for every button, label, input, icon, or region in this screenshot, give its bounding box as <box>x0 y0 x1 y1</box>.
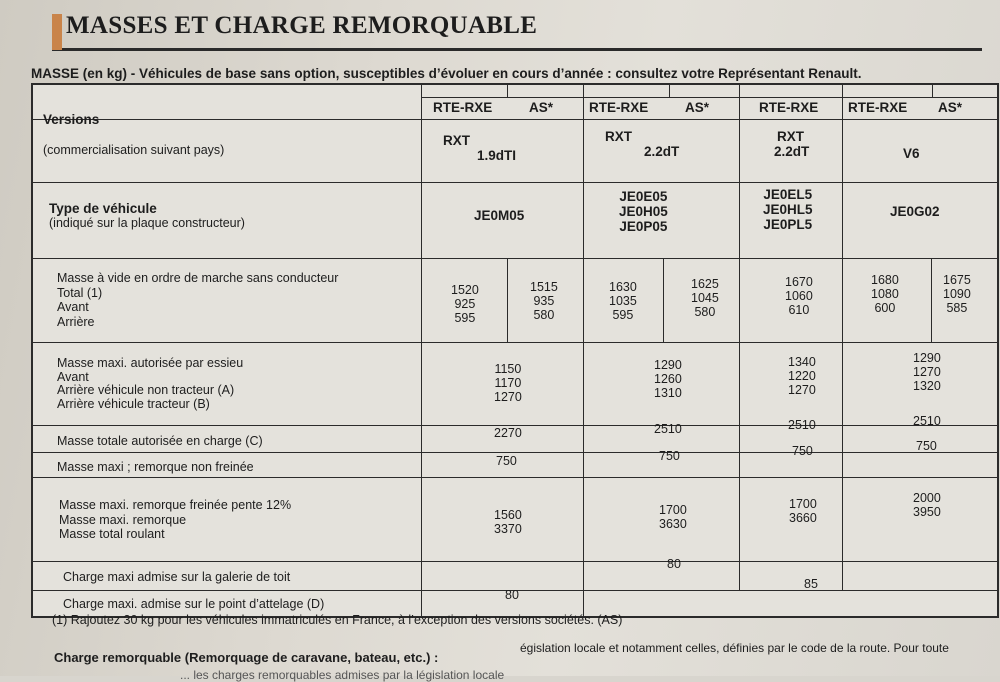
value-cell: 1675 1090 585 <box>943 273 971 315</box>
value-cell: 85 <box>804 577 818 591</box>
engine-type: 2.2dT <box>774 144 810 159</box>
col-header: RTE-RXE <box>433 100 493 115</box>
rule <box>421 97 999 98</box>
value-cell: 2000 3950 <box>913 491 941 519</box>
engine-type: 1.9dTI <box>477 148 517 163</box>
engine-name: RXT <box>605 129 632 144</box>
rule <box>663 258 664 342</box>
rule <box>33 258 999 259</box>
rule <box>669 85 670 97</box>
charge-heading: Charge remorquable (Remorquage de caravane, bateau, etc.) : <box>54 650 439 665</box>
type-code: JE0E05 JE0H05 JE0P05 <box>619 189 668 234</box>
type-label: Type de véhicule <box>49 201 157 216</box>
row-label-masse-vide: Masse à vide en ordre de marche sans conducteur Total (1) Avant Arrière <box>57 271 339 329</box>
value-cell: 1625 1045 580 <box>691 277 719 319</box>
value-cell: 80 <box>667 557 681 571</box>
rule <box>33 452 999 453</box>
section-marker <box>52 14 62 50</box>
value-cell: 1340 1220 1270 <box>788 355 816 397</box>
row-label-masse-essieu: Masse maxi. autorisée par essieu Avant Arrière véhicule non tracteur (A) Arrière véhicule tracteur (B) <box>57 356 244 411</box>
col-header: RTE-RXE <box>589 100 649 115</box>
row-label-attelage: Charge maxi. admise sur le point d’attelage (D) <box>63 597 325 611</box>
rule <box>33 119 999 120</box>
value-cell: 1150 1170 1270 <box>494 362 522 404</box>
col-header: AS* <box>938 100 963 115</box>
value-cell: 2270 <box>494 426 522 440</box>
masses-table <box>31 83 999 618</box>
value-cell: 750 <box>659 449 680 463</box>
value-cell: 1700 3660 <box>789 497 817 525</box>
value-cell: 80 <box>505 588 519 602</box>
engine-type: 2.2dT <box>644 144 680 159</box>
charge-text-cut: ... les charges remorquables admises par la législation locale <box>180 668 505 682</box>
type-code: JE0M05 <box>474 208 525 223</box>
value-cell: 750 <box>496 454 517 468</box>
rule <box>583 85 584 618</box>
type-code: JE0G02 <box>890 204 940 219</box>
page-title: MASSES ET CHARGE REMORQUABLE <box>66 12 538 39</box>
value-cell: 1670 1060 610 <box>785 275 813 317</box>
row-label-masse-totale: Masse totale autorisée en charge (C) <box>57 434 263 448</box>
rule <box>33 561 999 562</box>
rule <box>507 85 508 97</box>
rule <box>739 85 740 590</box>
rule <box>931 258 932 342</box>
charge-text: égislation locale et notamment celles, définies par le code de la route. Pour toute <box>520 641 949 655</box>
footnote: (1) Rajoutez 30 kg pour les véhicules immatriculés en France, à l’exception des versions sociétés. (AS) <box>52 613 623 627</box>
row-label-remorque-non-freinee: Masse maxi ; remorque non freinée <box>57 460 254 474</box>
value-cell: 1560 3370 <box>494 508 522 536</box>
value-cell: 1520 925 595 <box>451 283 479 325</box>
type-code: JE0EL5 JE0HL5 JE0PL5 <box>763 187 813 232</box>
rule <box>33 342 999 343</box>
rule <box>33 182 999 183</box>
rule <box>421 85 422 618</box>
engine-name: RXT <box>443 133 470 148</box>
value-cell: 750 <box>916 439 937 453</box>
value-cell: 1290 1270 1320 <box>913 351 941 393</box>
row-label-remorque-freinee: Masse maxi. remorque freinée pente 12% Masse maxi. remorque Masse total roulant <box>59 498 292 541</box>
value-cell: 750 <box>792 444 813 458</box>
value-cell: 2510 <box>788 418 816 432</box>
rule <box>932 85 933 97</box>
col-header: RTE-RXE <box>759 100 819 115</box>
rule <box>33 477 999 478</box>
engine-type: V6 <box>903 146 920 161</box>
versions-label: Versions <box>43 112 100 127</box>
value-cell: 2510 <box>913 414 941 428</box>
rule <box>507 258 508 342</box>
col-header: AS* <box>685 100 710 115</box>
col-header: RTE-RXE <box>848 100 908 115</box>
value-cell: 1515 935 580 <box>530 280 558 322</box>
value-cell: 2510 <box>654 422 682 436</box>
value-cell: 1630 1035 595 <box>609 280 637 322</box>
rule <box>842 85 843 590</box>
table-caption: MASSE (en kg) - Véhicules de base sans option, susceptibles d’évoluer en cours d’année : consultez votre Représentant Renault. <box>31 66 862 81</box>
value-cell: 1680 1080 600 <box>871 273 899 315</box>
type-note: (indiqué sur la plaque constructeur) <box>49 216 245 230</box>
section-header <box>52 8 982 51</box>
value-cell: 1290 1260 1310 <box>654 358 682 400</box>
engine-name: RXT <box>777 129 804 144</box>
col-header: AS* <box>529 100 554 115</box>
row-label-galerie: Charge maxi admise sur la galerie de toit <box>63 570 291 584</box>
value-cell: 1700 3630 <box>659 503 687 531</box>
versions-note: (commercialisation suivant pays) <box>43 143 225 157</box>
